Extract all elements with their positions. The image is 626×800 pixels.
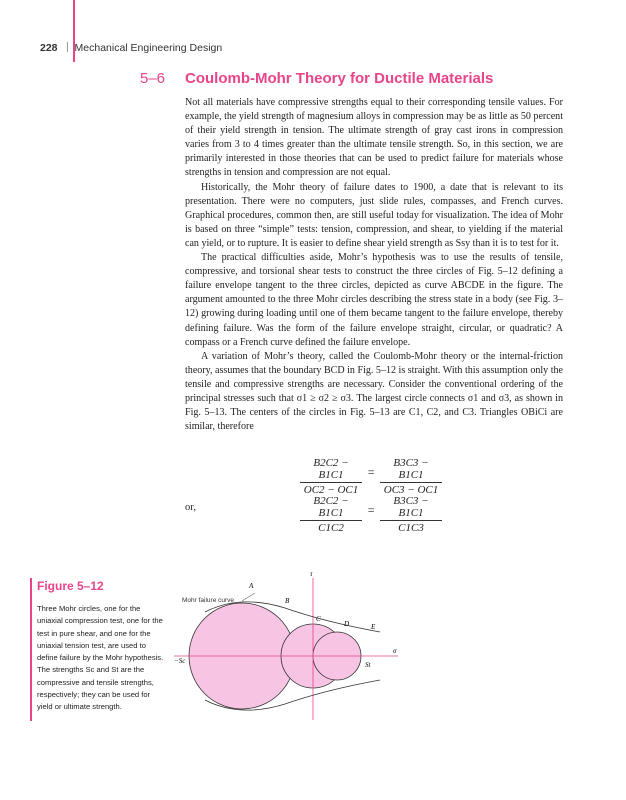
section-heading — [140, 70, 580, 88]
paragraph-1: Not all materials have compressive strengths equal to their corresponding tensile values. For example, the yield strength of magnesium alloys in compression may be as little as 50 percent of their yield strength in tension. The ultimate strength of gray cast irons in compression varies from 3 to 4 times greater than the ultimate tensile strength. So, in this section, we are primarily interested in those theories that can be used to predict failure for materials whose strengths in tension and compression are not equal. — [185, 97, 563, 179]
body-text — [185, 96, 563, 434]
section-title: Coulomb-Mohr Theory for Ductile Materials — [185, 70, 494, 87]
mohr-diagram — [160, 560, 410, 725]
point-e-label: E — [371, 623, 376, 631]
or-label: or, — [185, 502, 196, 513]
eq2-numerator-right: B3C3 − B1C1 — [380, 495, 442, 521]
eq2-denominator-right: C1C3 — [398, 522, 424, 534]
running-head — [40, 42, 222, 54]
envelope-leader — [242, 593, 255, 601]
envelope-label: Mohr failure curve — [182, 597, 235, 604]
point-c-label: C — [316, 615, 321, 623]
eq1-equals: = — [367, 465, 376, 479]
paragraph-3: The practical difficulties aside, Mohr’s hypothesis was to use the results of tensile, compressive, and torsional shear tests to construct the three circles of Fig. 5–12 defining a failure envelope tangent to the three circles, depicted as curve ABCDE in the figure. The argument amounted to the three Mohr circles describing the stress state in a body (see Fig. 3–12) growing during loading until one of them became tangent to the failure envelope, thereby defining failure. Was the form of the failure envelope straight, circular, or quadratic? A compass or a French curve defined the failure envelope. — [185, 252, 563, 348]
sigma-label: σ — [393, 647, 397, 655]
tau-label: τ — [310, 570, 313, 578]
figure-caption: Three Mohr circles, one for the uniaxial compression test, one for the test in pure shear, and one for the uniaxial tension test, are used to define failure by the Mohr hypothesis. The strengths Sc and St are the compressive and tensile strengths, respectively; they can be used for yield or ultimate strength. — [37, 604, 164, 712]
point-b-label: B — [285, 597, 290, 605]
point-a-label: A — [249, 582, 254, 590]
eq1-numerator-right: B3C3 − B1C1 — [380, 457, 442, 483]
eq1-denominator-right: OC3 − OC1 — [383, 484, 439, 496]
figure-label: Figure 5–12 — [37, 579, 104, 593]
st-label: St — [365, 661, 371, 669]
sc-label: −Sc — [174, 657, 186, 665]
paragraph-4: A variation of Mohr’s theory, called the Coulomb-Mohr theory or the internal-friction theory, assumes that the boundary BCD in Fig. 5–12 is straight. With this assumption only the tensile and compressive strengths are necessary. Consider the conventional ordering of the principal stresses such that σ1 ≥ σ2 ≥ σ3. The largest circle connects σ1 and σ3, as shown in Fig. 5–13. The centers of the circles in Fig. 5–13 are C1, C2, and C3. Triangles OBiCi are similar, therefore — [185, 350, 563, 433]
eq1-numerator-left: B2C2 − B1C1 — [300, 457, 362, 483]
eq2-numerator-left: B2C2 − B1C1 — [300, 495, 362, 521]
eq2-equals: = — [367, 503, 376, 517]
figure-rule — [30, 578, 32, 721]
eq1-denominator-left: OC2 − OC1 — [303, 484, 359, 496]
eq2-denominator-left: C1C2 — [318, 522, 344, 534]
point-d-label: D — [344, 620, 350, 628]
paragraph-2: Historically, the Mohr theory of failure dates to 1900, a date that is relevant to its presentation. There were no computers, just slide rules, compasses, and French curves. Graphical procedures, common then, are still useful today for visualization. The idea of Mohr is based on three “simple” tests: tension, compression, and shear, to yielding if the material can yield, or to rupture. It is easier to define shear yield strength as Ssy than it is to test for it. — [185, 181, 563, 249]
section-number: 5–6 — [140, 70, 166, 87]
book-title: Mechanical Engineering Design — [74, 42, 223, 54]
page-number: 228 — [40, 42, 58, 54]
